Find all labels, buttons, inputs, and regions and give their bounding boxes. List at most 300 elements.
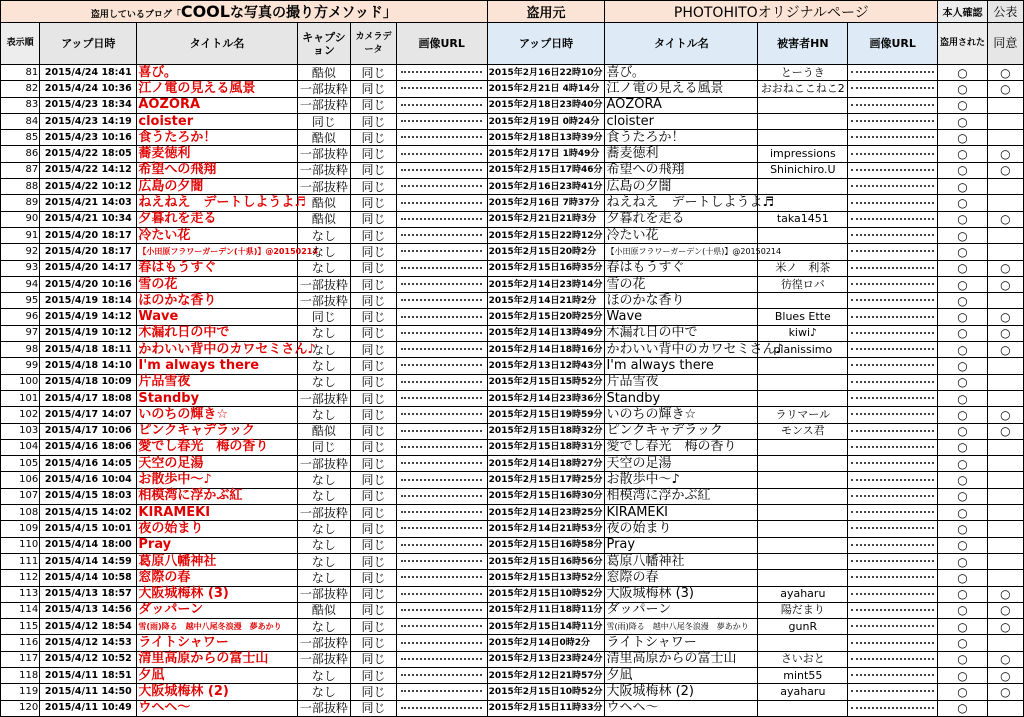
source-title-cell: 蕎麦徳利	[605, 146, 758, 162]
source-date-cell: 2015年2月13日23時24分	[487, 651, 605, 667]
upload-date: 2015/4/12 14:53	[40, 635, 137, 651]
victim-hn-cell	[758, 358, 848, 374]
agree-check-cell	[987, 505, 1023, 521]
caption-cell: 一部抜粋	[297, 81, 351, 97]
agree-check-cell: ○	[987, 211, 1023, 227]
redacted-url-line	[851, 169, 934, 171]
camera-cell: 同じ	[351, 488, 396, 504]
upload-date: 2015/4/13 18:57	[40, 586, 137, 602]
redacted-url-line	[851, 495, 934, 497]
title-cell: Standby	[137, 390, 297, 406]
stolen-check-cell: ○	[938, 472, 988, 488]
redacted-url-line	[401, 202, 482, 204]
redacted-url-line	[401, 430, 482, 432]
redacted-url-line	[851, 218, 934, 220]
row-number: 98	[1, 342, 40, 358]
stolen-check-cell: ○	[938, 227, 988, 243]
source-title-cell: 片品雪夜	[605, 374, 758, 390]
agree-check-cell	[987, 244, 1023, 260]
table-row	[1, 570, 1024, 586]
redacted-url-line	[851, 348, 934, 350]
public-header: 公表	[987, 1, 1023, 23]
caption-cell: 一部抜粋	[297, 651, 351, 667]
title-cell: I'm always there	[137, 358, 297, 374]
confirm-header: 本人確認	[938, 1, 988, 23]
agree-check-cell: ○	[987, 65, 1023, 81]
image-url-cell	[396, 227, 487, 243]
source-url-cell	[848, 456, 938, 472]
victim-hn-cell: さいおと	[758, 651, 848, 667]
caption-cell: なし	[297, 553, 351, 569]
victim-hn-cell: おおねここねこ2	[758, 81, 848, 97]
upload-date: 2015/4/14 14:59	[40, 553, 137, 569]
source-date-cell: 2015年2月11日18時11分	[487, 602, 605, 618]
upload-date: 2015/4/18 18:11	[40, 342, 137, 358]
victim-hn-cell	[758, 439, 848, 455]
redacted-url-line	[401, 381, 482, 383]
camera-cell: 同じ	[351, 65, 396, 81]
redacted-url-line	[851, 446, 934, 448]
col-title: タイトル名	[137, 23, 297, 65]
row-number: 101	[1, 390, 40, 406]
row-number: 96	[1, 309, 40, 325]
image-url-cell	[396, 374, 487, 390]
source-url-cell	[848, 488, 938, 504]
camera-cell: 同じ	[351, 602, 396, 618]
stolen-check-cell: ○	[938, 505, 988, 521]
stolen-check-cell: ○	[938, 97, 988, 113]
source-url-cell	[848, 537, 938, 553]
stolen-check-cell: ○	[938, 179, 988, 195]
source-date-cell: 2015年2月15日22時12分	[487, 227, 605, 243]
upload-date: 2015/4/22 10:12	[40, 179, 137, 195]
redacted-url-line	[401, 299, 482, 301]
title-cell: ウヘヘ～	[137, 700, 297, 716]
source-title-cell: 木漏れ日の中で	[605, 325, 758, 341]
source-url-cell	[848, 667, 938, 683]
camera-cell: 同じ	[351, 195, 396, 211]
redacted-url-line	[401, 511, 482, 513]
table-row	[1, 619, 1024, 635]
victim-hn-cell: mint55	[758, 667, 848, 683]
camera-cell: 同じ	[351, 700, 396, 716]
agree-check-cell	[987, 456, 1023, 472]
table-row	[1, 521, 1024, 537]
source-date-cell: 2015年2月17日 1時49分	[487, 146, 605, 162]
row-number: 82	[1, 81, 40, 97]
caption-cell: なし	[297, 488, 351, 504]
image-url-cell	[396, 423, 487, 439]
redacted-url-line	[851, 413, 934, 415]
source-date-cell: 2015年2月14日0時2分	[487, 635, 605, 651]
source-title-cell: 希望への飛翔	[605, 162, 758, 178]
agree-check-cell	[987, 553, 1023, 569]
title-cell: Pray	[137, 537, 297, 553]
source-date-cell: 2015年2月21日 4時14分	[487, 81, 605, 97]
stolen-check-cell: ○	[938, 325, 988, 341]
row-number: 84	[1, 113, 40, 129]
source-url-cell	[848, 390, 938, 406]
agree-check-cell	[987, 293, 1023, 309]
table-row	[1, 146, 1024, 162]
source-date-cell: 2015年2月16日 7時37分	[487, 195, 605, 211]
upload-date: 2015/4/15 18:03	[40, 488, 137, 504]
redacted-url-line	[401, 479, 482, 481]
source-url-cell	[848, 684, 938, 700]
source-date-cell: 2015年2月14日18時27分	[487, 456, 605, 472]
title-cell: 大阪城梅林 (2)	[137, 684, 297, 700]
source-date-cell: 2015年2月15日18時31分	[487, 439, 605, 455]
agree-check-cell	[987, 488, 1023, 504]
upload-date: 2015/4/22 18:05	[40, 146, 137, 162]
agree-check-cell	[987, 130, 1023, 146]
source-title-cell: 天空の足湯	[605, 456, 758, 472]
redacted-url-line	[401, 104, 482, 106]
redacted-url-line	[401, 332, 482, 334]
title-cell: 雪(雨)降る 越中八尾冬浪漫 夢あかり	[137, 619, 297, 635]
table-row	[1, 602, 1024, 618]
image-url-cell	[396, 537, 487, 553]
redacted-url-line	[401, 462, 482, 464]
row-number: 88	[1, 179, 40, 195]
image-url-cell	[396, 472, 487, 488]
camera-cell: 同じ	[351, 651, 396, 667]
source-group-header: 盗用元	[487, 1, 605, 23]
redacted-url-line	[851, 234, 934, 236]
source-title-cell: Standby	[605, 390, 758, 406]
caption-cell: なし	[297, 325, 351, 341]
table-row	[1, 325, 1024, 341]
camera-cell: 同じ	[351, 309, 396, 325]
camera-cell: 同じ	[351, 325, 396, 341]
source-url-cell	[848, 162, 938, 178]
row-number: 109	[1, 521, 40, 537]
source-title-cell: 冷たい花	[605, 227, 758, 243]
camera-cell: 同じ	[351, 537, 396, 553]
redacted-url-line	[401, 348, 482, 350]
victim-hn-cell: gunR	[758, 619, 848, 635]
source-url-cell	[848, 342, 938, 358]
source-date-cell: 2015年2月19日 0時24分	[487, 113, 605, 129]
agree-check-cell: ○	[987, 602, 1023, 618]
table-row	[1, 179, 1024, 195]
victim-hn-cell: 米ノ 利茶	[758, 260, 848, 276]
image-url-cell	[396, 293, 487, 309]
source-title-cell: 夕暮れを走る	[605, 211, 758, 227]
image-url-cell	[396, 586, 487, 602]
redacted-url-line	[851, 707, 934, 709]
source-date-cell: 2015年2月15日20時2分	[487, 244, 605, 260]
source-url-cell	[848, 130, 938, 146]
source-date-cell: 2015年2月15日17時46分	[487, 162, 605, 178]
source-date-cell: 2015年2月15日20時25分	[487, 309, 605, 325]
stolen-check-cell: ○	[938, 667, 988, 683]
row-number: 114	[1, 602, 40, 618]
image-url-cell	[396, 651, 487, 667]
source-title-cell: cloister	[605, 113, 758, 129]
source-title-cell: 喜び。	[605, 65, 758, 81]
image-url-cell	[396, 260, 487, 276]
redacted-url-line	[401, 71, 482, 73]
title-cell: 片品雪夜	[137, 374, 297, 390]
redacted-url-line	[851, 560, 934, 562]
redacted-url-line	[851, 185, 934, 187]
redacted-url-line	[401, 87, 482, 89]
agree-check-cell	[987, 700, 1023, 716]
source-url-cell	[848, 374, 938, 390]
camera-cell: 同じ	[351, 260, 396, 276]
col-src-url: 画像URL	[848, 23, 938, 65]
victim-hn-cell: ayaharu	[758, 586, 848, 602]
row-number: 94	[1, 276, 40, 292]
redacted-url-line	[401, 364, 482, 366]
camera-cell: 同じ	[351, 162, 396, 178]
source-title-cell: I'm always there	[605, 358, 758, 374]
upload-date: 2015/4/11 14:50	[40, 684, 137, 700]
camera-cell: 同じ	[351, 244, 396, 260]
table-row	[1, 293, 1024, 309]
image-url-cell	[396, 488, 487, 504]
upload-date: 2015/4/18 14:10	[40, 358, 137, 374]
redacted-url-line	[401, 267, 482, 269]
row-number: 91	[1, 227, 40, 243]
redacted-url-line	[851, 283, 934, 285]
image-url-cell	[396, 81, 487, 97]
source-title-cell: AOZORA	[605, 97, 758, 113]
redacted-url-line	[851, 674, 934, 676]
title-cell: 【小田原フラワーガーデン(十県)】@20150214	[137, 244, 297, 260]
col-caption: キャプション	[297, 23, 351, 65]
row-number: 116	[1, 635, 40, 651]
redacted-url-line	[851, 153, 934, 155]
agree-check-cell	[987, 537, 1023, 553]
caption-cell: なし	[297, 537, 351, 553]
stolen-check-cell: ○	[938, 113, 988, 129]
title-cell: 相模湾に浮かぶ紅	[137, 488, 297, 504]
image-url-cell	[396, 130, 487, 146]
upload-date: 2015/4/19 14:12	[40, 309, 137, 325]
upload-date: 2015/4/14 18:00	[40, 537, 137, 553]
caption-cell: なし	[297, 521, 351, 537]
stolen-check-cell: ○	[938, 553, 988, 569]
table-row	[1, 162, 1024, 178]
caption-cell: 同じ	[297, 309, 351, 325]
redacted-url-line	[851, 364, 934, 366]
title-cell: 江ノ電の見える風景	[137, 81, 297, 97]
agree-check-cell	[987, 570, 1023, 586]
source-date-cell: 2015年2月21日21時3分	[487, 211, 605, 227]
source-url-cell	[848, 651, 938, 667]
agree-check-cell: ○	[987, 325, 1023, 341]
source-date-cell: 2015年2月15日16時35分	[487, 260, 605, 276]
source-date-cell: 2015年2月14日23時14分	[487, 276, 605, 292]
source-date-cell: 2015年2月15日13時52分	[487, 570, 605, 586]
title-cell: ほのかな香り	[137, 293, 297, 309]
caption-cell: なし	[297, 260, 351, 276]
caption-cell: 酷似	[297, 130, 351, 146]
redacted-url-line	[851, 202, 934, 204]
title-cell: ねえねえ デートしようよ♬	[138, 195, 307, 211]
redacted-url-line	[401, 495, 482, 497]
source-date-cell: 2015年2月18日13時39分	[487, 130, 605, 146]
source-title-cell: 雪の花	[605, 276, 758, 292]
camera-cell: 同じ	[351, 81, 396, 97]
redacted-url-line	[401, 593, 482, 595]
source-url-cell	[848, 293, 938, 309]
table-row	[1, 537, 1024, 553]
row-number: 107	[1, 488, 40, 504]
caption-cell: 酷似	[297, 65, 351, 81]
stolen-check-cell: ○	[938, 407, 988, 423]
victim-hn-cell	[758, 227, 848, 243]
source-title-cell: 愛でし春光 梅の香り	[605, 439, 758, 455]
agree-check-cell	[987, 635, 1023, 651]
image-url-cell	[396, 667, 487, 683]
source-date-cell: 2015年2月14日21時53分	[487, 521, 605, 537]
victim-hn-cell	[758, 472, 848, 488]
upload-date: 2015/4/11 10:49	[40, 700, 137, 716]
camera-cell: 同じ	[351, 146, 396, 162]
table-row	[1, 130, 1024, 146]
camera-cell: 同じ	[351, 505, 396, 521]
camera-cell: 同じ	[351, 423, 396, 439]
upload-date: 2015/4/19 10:12	[40, 325, 137, 341]
image-url-cell	[396, 521, 487, 537]
upload-date: 2015/4/11 18:51	[40, 667, 137, 683]
redacted-url-line	[851, 609, 934, 611]
table-row	[1, 276, 1024, 292]
table-row	[1, 423, 1024, 439]
image-url-cell	[396, 358, 487, 374]
source-title-cell: 大阪城梅林 (2)	[605, 684, 758, 700]
camera-cell: 同じ	[351, 130, 396, 146]
agree-check-cell: ○	[987, 407, 1023, 423]
row-number: 112	[1, 570, 40, 586]
redacted-url-line	[851, 511, 934, 513]
source-title-cell: 清里高原からの富士山	[605, 651, 758, 667]
stolen-check-cell: ○	[938, 684, 988, 700]
title-cell: 春はもうすぐ	[137, 260, 297, 276]
source-url-cell	[848, 309, 938, 325]
victim-hn-cell	[758, 293, 848, 309]
source-url-cell	[848, 602, 938, 618]
redacted-url-line	[851, 316, 934, 318]
redacted-url-line	[851, 527, 934, 529]
source-url-cell	[848, 65, 938, 81]
victim-hn-cell	[758, 390, 848, 406]
image-url-cell	[396, 195, 487, 211]
victim-hn-cell	[758, 505, 848, 521]
redacted-url-line	[401, 316, 482, 318]
caption-cell: なし	[297, 374, 351, 390]
title-cell: AOZORA	[137, 97, 297, 113]
redacted-url-line	[851, 397, 934, 399]
camera-cell: 同じ	[351, 374, 396, 390]
source-url-cell	[848, 635, 938, 651]
stolen-check-cell: ○	[938, 619, 988, 635]
redacted-url-line	[851, 625, 934, 627]
stolen-check-cell: ○	[938, 309, 988, 325]
victim-hn-cell	[758, 488, 848, 504]
upload-date: 2015/4/17 18:08	[40, 390, 137, 406]
col-src-date: アップ日時	[487, 23, 605, 65]
row-number: 118	[1, 667, 40, 683]
image-url-cell	[396, 570, 487, 586]
camera-cell: 同じ	[351, 619, 396, 635]
source-url-cell	[848, 325, 938, 341]
upload-date: 2015/4/20 18:17	[40, 244, 137, 260]
agree-check-cell	[987, 113, 1023, 129]
source-title-cell: 葛原八幡神社	[605, 553, 758, 569]
agree-check-cell	[987, 521, 1023, 537]
redacted-url-line	[401, 169, 482, 171]
source-date-cell: 2015年2月15日16時58分	[487, 537, 605, 553]
source-date-cell: 2015年2月15日10時52分	[487, 684, 605, 700]
redacted-url-line	[851, 250, 934, 252]
caption-cell: 一部抜粋	[297, 700, 351, 716]
victim-hn-cell: impressions	[758, 146, 848, 162]
victim-hn-cell: とーうき	[758, 65, 848, 81]
row-number: 103	[1, 423, 40, 439]
source-date-cell: 2015年2月15日19時59分	[487, 407, 605, 423]
source-date-cell: 2015年2月15日14時11分	[487, 619, 605, 635]
camera-cell: 同じ	[351, 635, 396, 651]
source-url-cell	[848, 619, 938, 635]
redacted-url-line	[401, 690, 482, 692]
stolen-check-cell: ○	[938, 260, 988, 276]
stolen-check-cell: ○	[938, 586, 988, 602]
image-url-cell	[396, 553, 487, 569]
title-cell: 希望への飛翔	[137, 162, 297, 178]
source-title-cell: 食うたろか！	[605, 130, 758, 146]
image-url-cell	[396, 276, 487, 292]
source-url-cell	[848, 586, 938, 602]
source-url-cell	[848, 570, 938, 586]
agree-check-cell	[987, 390, 1023, 406]
upload-date: 2015/4/16 10:04	[40, 472, 137, 488]
blog-group-header: 盗用しているブログ「COOLな写真の撮り方メソッド」	[1, 1, 488, 23]
row-number: 104	[1, 439, 40, 455]
title-cell: 夜の始まり	[137, 521, 297, 537]
source-date-cell: 2015年2月15日11時33分	[487, 700, 605, 716]
camera-cell: 同じ	[351, 342, 396, 358]
victim-hn-cell	[758, 553, 848, 569]
victim-hn-cell: Blues Ette	[758, 309, 848, 325]
stolen-check-cell: ○	[938, 700, 988, 716]
caption-cell: 一部抜粋	[297, 586, 351, 602]
table-row	[1, 65, 1024, 81]
source-url-cell	[848, 81, 938, 97]
image-url-cell	[396, 325, 487, 341]
source-title-cell: 雪(雨)降る 越中八尾冬浪漫 夢あかり	[605, 619, 758, 635]
original-group-header: PHOTOHITOオリジナルページ	[605, 1, 938, 23]
col-url: 画像URL	[396, 23, 487, 65]
upload-date: 2015/4/21 10:34	[40, 211, 137, 227]
upload-date: 2015/4/22 14:12	[40, 162, 137, 178]
source-title-cell: ほのかな香り	[605, 293, 758, 309]
redacted-url-line	[851, 381, 934, 383]
redacted-url-line	[851, 71, 934, 73]
row-number: 115	[1, 619, 40, 635]
victim-hn-cell	[758, 130, 848, 146]
row-number: 113	[1, 586, 40, 602]
source-url-cell	[848, 195, 938, 211]
table-row	[1, 244, 1024, 260]
source-date-cell: 2015年2月14日23時25分	[487, 505, 605, 521]
upload-date: 2015/4/20 14:17	[40, 260, 137, 276]
source-url-cell	[848, 97, 938, 113]
caption-cell: 酷似	[297, 602, 351, 618]
